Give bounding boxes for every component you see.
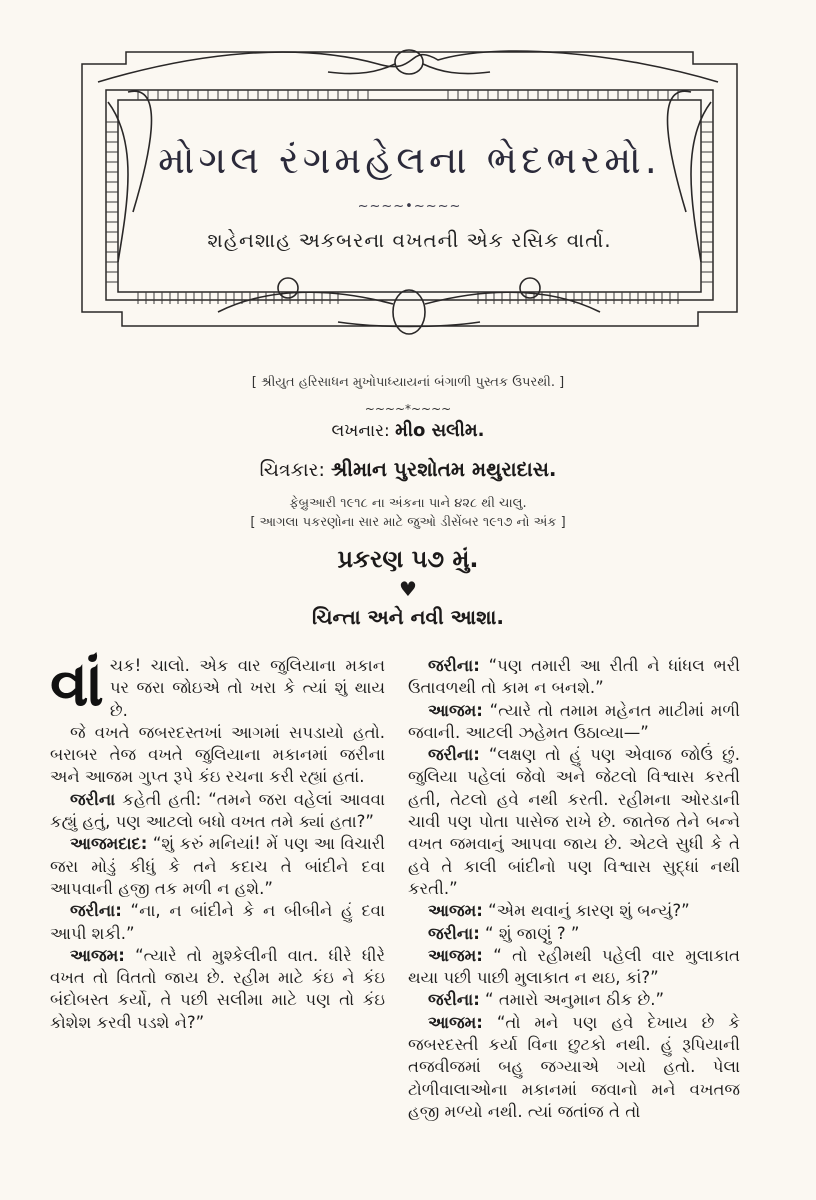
speaker: આજમ: xyxy=(428,945,483,965)
paragraph: જે વખતે જબરદસ્તખાં આગમાં સપડાયો હતો. બરાબર તેજ વખતે જુલિયાના મકાનમાં જરીના અને આજમ ગુપ્ત રૂપે કંઇ રચના કરી રહ્યાં હતાં. xyxy=(50,722,385,787)
speaker: આજમ: xyxy=(428,901,483,921)
source-note: [ શ્રીયુત હરિસાધન મુખોપાધ્યાયનાં બંગાળી પુસ્તક ઉપરથી. ] xyxy=(251,375,565,390)
summary-note: [ આગલા પકરણોના સાર માટે જુઓ ડીસેંબર ૧૯૧૭ નો અંક ] xyxy=(250,515,566,530)
paragraph: જરીના: “ શું જાણું ? ” xyxy=(428,923,580,943)
title-flourish: ~~~~•~~~~ xyxy=(357,199,462,214)
paragraph: આજમ: “એમ થવાનું કારણ શું બન્યું?” xyxy=(428,901,690,921)
heart-ornament-icon: ♥ xyxy=(399,577,417,601)
paragraph: આજમ: “ત્યારે તો મુશ્કેલીની વાત. ધીરે ધીરે વખત તો વિતતો જાય છે. રહીમ માટે કંઇ ને કંઇ બંદોબસ્ત કર્યો, તે પછી સલીમા માટે પણ તો કંઇ કોશેશ કરવી પડશે ને?” xyxy=(50,945,385,1032)
paragraph: જરીના: “પણ તમારી આ રીતી ને ધાંધલ ભરી ઉતાવળથી તો કામ ન બનશે.” xyxy=(408,656,741,698)
speaker: જરીના: xyxy=(428,656,480,675)
author-label: લખનાર: xyxy=(331,421,390,441)
credits-flourish: ~~~~*~~~~ xyxy=(364,402,452,416)
illustrator-line xyxy=(0,457,816,481)
illustrator-label: ચિત્રકાર: xyxy=(259,459,325,481)
speaker: જરીના: xyxy=(428,923,480,943)
paragraph: આજમ: “તો મને પણ હવે દેખાય છે કે જબરદસ્તી કર્યા વિના છુટકો નથી. હું રૂપિયાની તજવીજમાં બહુ જગ્યાએ ગયો હતો. પેલા ટોળીવાલાઓના મકાનમાં જવાનો મને વખતજ હજી મળ્યો નથી. ત્યાં જતાંજ તે તો xyxy=(408,1012,740,1121)
paragraph: જરીના: “ તમારો અનુમાન ઠીક છે.” xyxy=(428,990,665,1010)
right-column xyxy=(408,655,740,1123)
paragraph: વાંચક! ચાલો. એક વાર જુલિયાના મકાન પર જરા જોઇએ તો ખરા કે ત્યાં શું થાય છે. xyxy=(50,647,385,720)
frame-border-icon xyxy=(78,42,741,338)
paragraph: આજમદાદ: “શું કરું મનિયાં! મેં પણ આ વિચારી જરા મોડું કીધું કે તને કદાચ તે બાંદીને દવા આપવાની હજી તક મળી ન હશે.” xyxy=(50,834,385,898)
ornamental-title-frame xyxy=(78,42,741,338)
speaker: આજમ: xyxy=(428,700,483,720)
story-subtitle: શહેનશાહ અકબરના વખતની એક રસિક વાર્તા. xyxy=(207,228,612,252)
speaker: આજમદાદ: xyxy=(70,834,148,854)
paragraph: જરીના કહેતી હતી: “તમને જરા વહેલાં આવવા કહ્યું હતું, પણ આટલો બધો વખત તમે ક્યાં હતા?” xyxy=(50,789,385,832)
story-title: મોગલ રંગમહેલના ભેદભરમો. xyxy=(158,138,661,182)
drop-cap: વાં xyxy=(50,647,104,720)
left-column xyxy=(50,647,385,1034)
speaker: આજમ: xyxy=(70,945,125,965)
speaker: જરીના xyxy=(70,789,116,809)
chapter-title: ચિન્તા અને નવી આશા. xyxy=(311,605,505,629)
paragraph: જરીના: “લક્ષણ તો હું પણ એવાજ જોઉં છું. જુલિયા પહેલાં જેવો અને જેટલો વિશ્વાસ કરતી હતી, તેટલો હવે નથી કરતી. રહીમના ઓરડાની ચાવી પણ પોતા પાસેજ રાખે છે. જાતેજ તેને બન્ને વખત જમવાનું આપવા જાય છે. એટલે સુધી કે તે હવે તે કાલી બાંદીનો પણ વિશ્વાસ સુદ્ધાં નથી કરતી.” xyxy=(408,745,741,898)
speaker: જરીના: xyxy=(70,901,122,921)
illustrator-name: શ્રીમાન પુરશોતમ મથુરાદાસ. xyxy=(330,457,557,481)
paragraph: જરીના: “ના, ન બાંદીને કે ન બીબીને હું દવા આપી શકી.” xyxy=(50,901,385,943)
speaker: આજમ: xyxy=(428,1012,483,1032)
paragraph: આજમ: “ત્યારે તો તમામ મહેનત માટીમાં મળી જવાની. આટલી ઝહેમત ઉઠાવ્યા—” xyxy=(408,700,741,742)
author-name: મીo સલીમ. xyxy=(395,420,485,441)
paragraph: આજમ: “ તો રહીમથી પહેલી વાર મુલાકાત થયા પછી પાછી મુલાકાત ન થઇ, કાં?” xyxy=(408,945,740,988)
speaker: જરીના: xyxy=(428,990,480,1010)
continuation-note: ફેબ્રુઆરી ૧૯૧૮ ના અંકના પાને ૪૨૮ થી ચાલુ. xyxy=(289,496,527,511)
chapter-number: પ્રકરણ ૫૭ મું. xyxy=(337,545,479,573)
author-line xyxy=(0,420,816,441)
speaker: જરીના: xyxy=(428,745,480,765)
